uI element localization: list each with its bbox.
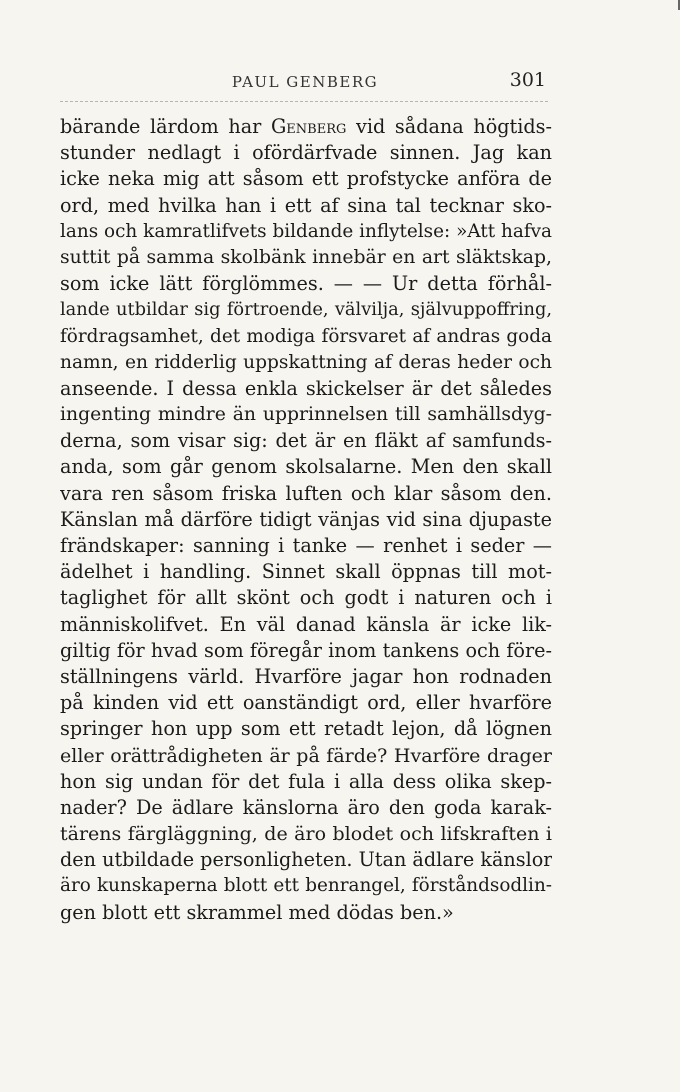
text-line: suttit på samma skolbänk innebär en art släktskap, bbox=[60, 246, 552, 268]
text-line: frändskaper: sanning i tanke — renhet i seder — bbox=[60, 534, 552, 557]
text-line: vara ren såsom friska luften och klar såsom den. bbox=[60, 481, 552, 505]
text-line: fördragsamhet, det modiga försvaret af andras goda bbox=[60, 325, 552, 347]
running-title: PAUL GENBERG bbox=[231, 73, 379, 91]
text-line: ord, med hvilka han i ett af sina tal tecknar sko- bbox=[60, 193, 552, 217]
text-line: Känslan må därföre tidigt vänjas vid sina djupaste bbox=[60, 507, 552, 531]
page-header bbox=[60, 66, 550, 100]
text-line: lans och kamratlifvets bildande inflytelse: »Att hafva bbox=[60, 220, 552, 242]
text-line: människolifvet. En väl danad känsla är icke lik- bbox=[60, 612, 552, 636]
page-number: 301 bbox=[509, 69, 546, 91]
author-name: Genberg bbox=[270, 115, 347, 138]
text-line: anseende. I dessa enkla skickelser är det således bbox=[60, 376, 552, 400]
text-line: anda, som går genom skolsalarne. Men den skall bbox=[60, 455, 552, 479]
text-line: bärande lärdom har Genberg vid sådana högtids- bbox=[60, 115, 552, 138]
text-line: hon sig undan för det fula i alla dess olika skep- bbox=[60, 769, 552, 793]
text-line: giltig för hvad som föregår inom tankens och före- bbox=[60, 638, 552, 662]
text-line: ädelhet i handling. Sinnet skall öppnas till mot- bbox=[60, 560, 552, 584]
text-line: den utbildade personligheten. Utan ädlare känslor bbox=[60, 848, 552, 872]
text-line: lande utbildar sig förtroende, välvilja, självuppoffring, bbox=[60, 299, 552, 321]
header-rule bbox=[60, 101, 548, 102]
text-line: på kinden vid ett oanständigt ord, eller hvarföre bbox=[60, 691, 552, 715]
text-line: ställningens värld. Hvarföre jagar hon rodnaden bbox=[60, 664, 552, 688]
text-line: eller orättrådigheten är på färde? Hvarföre drager bbox=[60, 744, 552, 767]
text-line: som icke lätt förglömmes. — — Ur detta förhål- bbox=[60, 272, 552, 296]
text-line: ingenting mindre än upprinnelsen till samhällsdyg- bbox=[60, 404, 552, 426]
text-line: äro kunskaperna blott ett benrangel, förståndsodlin- bbox=[60, 875, 552, 897]
text-line: stunder nedlagt i ofördärfvade sinnen. Jag kan bbox=[60, 141, 552, 165]
text-line: derna, som visar sig: det är en fläkt af samfunds- bbox=[60, 429, 552, 453]
text-line: namn, en ridderlig uppskattning af deras heder och bbox=[60, 351, 552, 373]
text-line: springer hon upp som ett retadt lejon, då lögnen bbox=[60, 717, 552, 741]
text-line: icke neka mig att såsom ett profstycke anföra de bbox=[60, 167, 552, 191]
text-line: gen blott ett skrammel med dödas ben.» bbox=[60, 900, 454, 924]
text-line: taglighet för allt skönt och godt i naturen och i bbox=[60, 586, 552, 610]
body-text bbox=[60, 114, 552, 926]
text-line: tärens färgläggning, de äro blodet och lifskraften i bbox=[60, 823, 552, 846]
text-line: nader? De ädlare känslorna äro den goda karak- bbox=[60, 795, 552, 819]
